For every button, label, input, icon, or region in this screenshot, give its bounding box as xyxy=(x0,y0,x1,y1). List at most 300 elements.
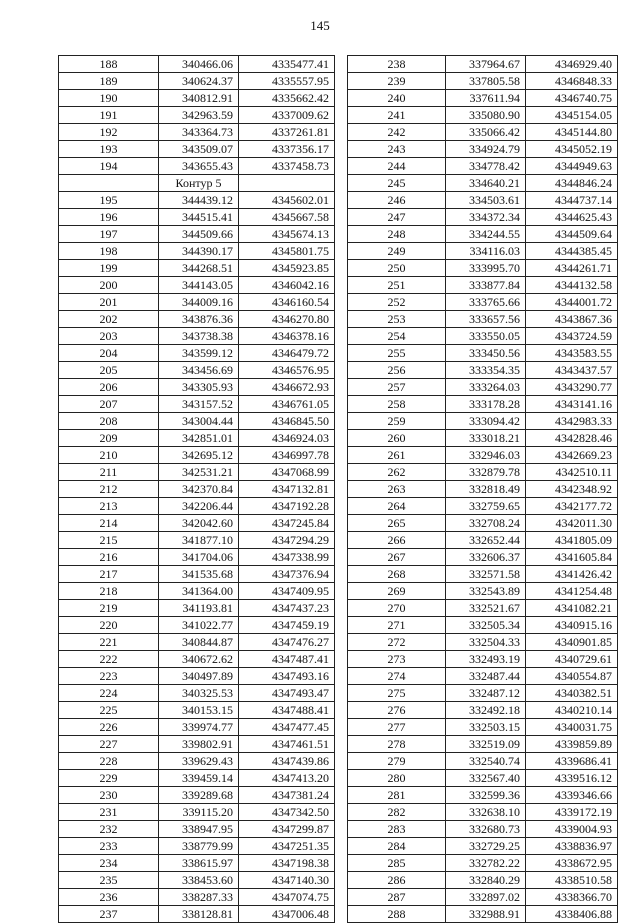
coordinate-x: 343738.38 xyxy=(159,328,239,345)
table-row xyxy=(59,107,335,124)
coordinate-y: 4347413.20 xyxy=(239,770,335,787)
coordinate-y: 4344846.24 xyxy=(526,175,618,192)
table-row xyxy=(59,872,335,889)
point-number: 194 xyxy=(59,158,159,175)
table-row xyxy=(348,498,618,515)
point-number: 225 xyxy=(59,702,159,719)
point-number: 217 xyxy=(59,566,159,583)
table-row xyxy=(59,651,335,668)
coordinate-y: 4341605.84 xyxy=(526,549,618,566)
coordinate-x: 341877.10 xyxy=(159,532,239,549)
table-row xyxy=(59,498,335,515)
coordinate-x: 340325.53 xyxy=(159,685,239,702)
table-row xyxy=(59,464,335,481)
coordinate-y: 4344001.72 xyxy=(526,294,618,311)
table-row xyxy=(59,804,335,821)
table-row xyxy=(59,753,335,770)
point-number: 223 xyxy=(59,668,159,685)
point-number: 198 xyxy=(59,243,159,260)
table-row xyxy=(59,634,335,651)
point-number: 226 xyxy=(59,719,159,736)
point-number: 195 xyxy=(59,192,159,209)
point-number: 259 xyxy=(348,413,446,430)
coordinate-y: 4343583.55 xyxy=(526,345,618,362)
coordinate-y: 4341254.48 xyxy=(526,583,618,600)
table-row xyxy=(59,141,335,158)
coordinate-y: 4346848.33 xyxy=(526,73,618,90)
coordinate-x: 338615.97 xyxy=(159,855,239,872)
coordinate-x: 344268.51 xyxy=(159,260,239,277)
coordinate-y: 4341426.42 xyxy=(526,566,618,583)
coordinate-x: 343305.93 xyxy=(159,379,239,396)
coordinate-y: 4347245.84 xyxy=(239,515,335,532)
coordinate-x: 333995.70 xyxy=(446,260,526,277)
table-row xyxy=(59,532,335,549)
point-number: 285 xyxy=(348,855,446,872)
coordinate-x: 344439.12 xyxy=(159,192,239,209)
table-row xyxy=(59,566,335,583)
coordinate-y: 4339172.19 xyxy=(526,804,618,821)
coordinate-x: 338779.99 xyxy=(159,838,239,855)
table-row xyxy=(59,481,335,498)
coordinate-y: 4342510.11 xyxy=(526,464,618,481)
point-number: 240 xyxy=(348,90,446,107)
coordinate-y: 4347342.50 xyxy=(239,804,335,821)
point-number: 190 xyxy=(59,90,159,107)
coordinate-x: 339629.43 xyxy=(159,753,239,770)
point-number: 241 xyxy=(348,107,446,124)
point-number: 247 xyxy=(348,209,446,226)
table-row xyxy=(348,872,618,889)
point-number: 189 xyxy=(59,73,159,90)
coordinate-x: 343157.52 xyxy=(159,396,239,413)
table-row xyxy=(59,226,335,243)
table-row xyxy=(348,787,618,804)
coordinate-y: 4345923.85 xyxy=(239,260,335,277)
table-row xyxy=(348,90,618,107)
table-row xyxy=(348,277,618,294)
point-number: 258 xyxy=(348,396,446,413)
point-number: 219 xyxy=(59,600,159,617)
coordinate-y: 4345154.05 xyxy=(526,107,618,124)
table-row xyxy=(348,719,618,736)
coordinate-y: 4345667.58 xyxy=(239,209,335,226)
coordinate-y: 4345801.75 xyxy=(239,243,335,260)
coordinate-y: 4344132.58 xyxy=(526,277,618,294)
table-row xyxy=(348,617,618,634)
table-row xyxy=(348,396,618,413)
coordinate-x: 343456.69 xyxy=(159,362,239,379)
point-number: 261 xyxy=(348,447,446,464)
point-number: 233 xyxy=(59,838,159,855)
coordinate-x: 332505.34 xyxy=(446,617,526,634)
coordinate-x: 343364.73 xyxy=(159,124,239,141)
coordinate-x: 340624.37 xyxy=(159,73,239,90)
coordinate-x: 333550.05 xyxy=(446,328,526,345)
point-number: 268 xyxy=(348,566,446,583)
coordinate-y: 4346845.50 xyxy=(239,413,335,430)
coordinate-x: 339459.14 xyxy=(159,770,239,787)
coordinate-x: 332504.33 xyxy=(446,634,526,651)
point-number: 203 xyxy=(59,328,159,345)
coordinate-x: 332567.40 xyxy=(446,770,526,787)
coordinate-y: 4339346.66 xyxy=(526,787,618,804)
point-number: 271 xyxy=(348,617,446,634)
coordinate-y: 4347459.19 xyxy=(239,617,335,634)
coordinate-x: 332638.10 xyxy=(446,804,526,821)
coordinate-y: 4346576.95 xyxy=(239,362,335,379)
coordinate-x: 333178.28 xyxy=(446,396,526,413)
coordinate-x: 341535.68 xyxy=(159,566,239,583)
table-row xyxy=(348,192,618,209)
table-row xyxy=(348,379,618,396)
coordinate-y: 4340210.14 xyxy=(526,702,618,719)
point-number: 270 xyxy=(348,600,446,617)
coordinate-x: 340844.87 xyxy=(159,634,239,651)
point-number: 278 xyxy=(348,736,446,753)
table-row xyxy=(59,379,335,396)
table-row xyxy=(348,447,618,464)
coordinate-x: 332503.15 xyxy=(446,719,526,736)
table-row xyxy=(348,549,618,566)
table-row xyxy=(59,277,335,294)
table-row xyxy=(348,634,618,651)
coordinate-y: 4346042.16 xyxy=(239,277,335,294)
coordinate-x: 341022.77 xyxy=(159,617,239,634)
coordinate-x: 344009.16 xyxy=(159,294,239,311)
table-row xyxy=(59,668,335,685)
coordinate-y: 4346270.80 xyxy=(239,311,335,328)
point-number: 266 xyxy=(348,532,446,549)
coordinate-y: 4339004.93 xyxy=(526,821,618,838)
right-table-rows xyxy=(348,56,618,923)
coordinate-x: 333765.66 xyxy=(446,294,526,311)
point-number: 224 xyxy=(59,685,159,702)
coordinate-x: 334503.61 xyxy=(446,192,526,209)
coordinate-y: 4347294.29 xyxy=(239,532,335,549)
point-number: 255 xyxy=(348,345,446,362)
coordinate-x: 335080.90 xyxy=(446,107,526,124)
table-row xyxy=(59,124,335,141)
point-number: 246 xyxy=(348,192,446,209)
table-row xyxy=(59,73,335,90)
section-label: Контур 5 xyxy=(159,175,239,192)
table-row xyxy=(348,515,618,532)
coordinate-y: 4347461.51 xyxy=(239,736,335,753)
coordinate-y: 4344385.45 xyxy=(526,243,618,260)
coordinate-x: 341704.06 xyxy=(159,549,239,566)
table-row xyxy=(348,243,618,260)
coordinate-x: 341193.81 xyxy=(159,600,239,617)
table-row xyxy=(348,583,618,600)
coordinate-y: 4346160.54 xyxy=(239,294,335,311)
coordinate-y: 4345602.01 xyxy=(239,192,335,209)
table-row xyxy=(348,107,618,124)
coordinate-x: 339115.20 xyxy=(159,804,239,821)
coordinate-y: 4342983.33 xyxy=(526,413,618,430)
coordinate-x: 340672.62 xyxy=(159,651,239,668)
coordinate-y: 4341805.09 xyxy=(526,532,618,549)
table-row xyxy=(59,345,335,362)
point-number: 212 xyxy=(59,481,159,498)
table-row xyxy=(348,532,618,549)
point-number: 288 xyxy=(348,906,446,923)
coordinate-x: 343876.36 xyxy=(159,311,239,328)
coordinate-x: 342695.12 xyxy=(159,447,239,464)
table-row xyxy=(348,345,618,362)
table-row xyxy=(348,73,618,90)
coordinate-y: 4343724.59 xyxy=(526,328,618,345)
table-row xyxy=(348,685,618,702)
point-number: 211 xyxy=(59,464,159,481)
coordinate-y: 4340554.87 xyxy=(526,668,618,685)
coordinate-y: 4343867.36 xyxy=(526,311,618,328)
coordinate-y: 4347299.87 xyxy=(239,821,335,838)
point-number: 248 xyxy=(348,226,446,243)
coordinate-y: 4338366.70 xyxy=(526,889,618,906)
table-row xyxy=(59,515,335,532)
coordinate-x: 333877.84 xyxy=(446,277,526,294)
coordinate-y: 4340729.61 xyxy=(526,651,618,668)
coordinate-y: 4347477.45 xyxy=(239,719,335,736)
coordinate-x: 332543.89 xyxy=(446,583,526,600)
point-number: 280 xyxy=(348,770,446,787)
point-number: 269 xyxy=(348,583,446,600)
section-row xyxy=(59,175,335,192)
coordinate-x: 333657.56 xyxy=(446,311,526,328)
coordinate-x: 344143.05 xyxy=(159,277,239,294)
point-number: 193 xyxy=(59,141,159,158)
table-row xyxy=(348,651,618,668)
coordinate-x: 342042.60 xyxy=(159,515,239,532)
point-number: 237 xyxy=(59,906,159,923)
coordinate-y: 4342828.46 xyxy=(526,430,618,447)
coordinate-y: 4339516.12 xyxy=(526,770,618,787)
coordinate-y: 4341082.21 xyxy=(526,600,618,617)
coordinate-y: 4347068.99 xyxy=(239,464,335,481)
table-row xyxy=(59,413,335,430)
point-number: 279 xyxy=(348,753,446,770)
table-row xyxy=(348,294,618,311)
coordinate-x: 340466.06 xyxy=(159,56,239,73)
point-number: 250 xyxy=(348,260,446,277)
coordinate-y: 4345674.13 xyxy=(239,226,335,243)
table-row xyxy=(348,260,618,277)
table-row xyxy=(348,753,618,770)
table-row xyxy=(348,141,618,158)
coordinate-x: 342531.21 xyxy=(159,464,239,481)
point-number: 191 xyxy=(59,107,159,124)
coordinate-x: 342370.84 xyxy=(159,481,239,498)
coordinate-x: 332680.73 xyxy=(446,821,526,838)
point-number: 264 xyxy=(348,498,446,515)
coordinates-table-left xyxy=(58,55,335,923)
table-row xyxy=(59,549,335,566)
coordinate-x: 333450.56 xyxy=(446,345,526,362)
point-number: 257 xyxy=(348,379,446,396)
coordinate-y: 4347198.38 xyxy=(239,855,335,872)
coordinate-x: 343509.07 xyxy=(159,141,239,158)
coordinate-x: 332988.91 xyxy=(446,906,526,923)
point-number: 276 xyxy=(348,702,446,719)
point-number: 232 xyxy=(59,821,159,838)
coordinate-x: 338287.33 xyxy=(159,889,239,906)
point-number: 200 xyxy=(59,277,159,294)
coordinate-x: 333264.03 xyxy=(446,379,526,396)
coordinate-y: 4347376.94 xyxy=(239,566,335,583)
coordinate-y: 4343290.77 xyxy=(526,379,618,396)
table-row xyxy=(59,362,335,379)
table-row xyxy=(59,260,335,277)
point-number: 210 xyxy=(59,447,159,464)
coordinate-x: 334924.79 xyxy=(446,141,526,158)
point-number: 273 xyxy=(348,651,446,668)
coordinate-y: 4335662.42 xyxy=(239,90,335,107)
coordinate-x: 342206.44 xyxy=(159,498,239,515)
coordinate-x: 332759.65 xyxy=(446,498,526,515)
coordinate-y: 4339859.89 xyxy=(526,736,618,753)
point-number: 220 xyxy=(59,617,159,634)
table-row xyxy=(59,685,335,702)
coordinate-x: 332897.02 xyxy=(446,889,526,906)
point-number: 209 xyxy=(59,430,159,447)
coordinate-y: 4347006.48 xyxy=(239,906,335,923)
point-number: 274 xyxy=(348,668,446,685)
coordinate-x: 334116.03 xyxy=(446,243,526,260)
coordinate-x: 342963.59 xyxy=(159,107,239,124)
coordinate-x: 342851.01 xyxy=(159,430,239,447)
coordinate-y: 4344625.43 xyxy=(526,209,618,226)
point-number: 231 xyxy=(59,804,159,821)
coordinate-x: 333018.21 xyxy=(446,430,526,447)
coordinate-x: 332782.22 xyxy=(446,855,526,872)
table-row xyxy=(348,566,618,583)
point-number: 207 xyxy=(59,396,159,413)
point-number: 227 xyxy=(59,736,159,753)
coordinate-x: 333094.42 xyxy=(446,413,526,430)
point-number: 262 xyxy=(348,464,446,481)
point-number: 206 xyxy=(59,379,159,396)
point-number: 282 xyxy=(348,804,446,821)
table-row xyxy=(59,430,335,447)
point-number: 239 xyxy=(348,73,446,90)
table-row xyxy=(348,413,618,430)
point-number: 249 xyxy=(348,243,446,260)
table-row xyxy=(348,668,618,685)
table-row xyxy=(59,56,335,73)
point-number: 275 xyxy=(348,685,446,702)
point-number: 256 xyxy=(348,362,446,379)
coordinate-y: 4347409.95 xyxy=(239,583,335,600)
point-number: 204 xyxy=(59,345,159,362)
point-number: 283 xyxy=(348,821,446,838)
table-row xyxy=(59,328,335,345)
coordinate-y: 4346997.78 xyxy=(239,447,335,464)
coordinate-y: 4346479.72 xyxy=(239,345,335,362)
table-row xyxy=(59,702,335,719)
coordinate-x: 332840.29 xyxy=(446,872,526,889)
coordinate-x: 332493.19 xyxy=(446,651,526,668)
coordinate-y: 4337458.73 xyxy=(239,158,335,175)
table-row xyxy=(348,481,618,498)
table-row xyxy=(59,787,335,804)
coordinate-x: 332540.74 xyxy=(446,753,526,770)
table-row xyxy=(59,583,335,600)
coordinate-y: 4347437.23 xyxy=(239,600,335,617)
coordinate-y: 4347488.41 xyxy=(239,702,335,719)
coordinate-y: 4347132.81 xyxy=(239,481,335,498)
coordinate-y: 4344949.63 xyxy=(526,158,618,175)
coordinate-x: 332487.44 xyxy=(446,668,526,685)
coordinate-y: 4343141.16 xyxy=(526,396,618,413)
coordinate-x: 340497.89 xyxy=(159,668,239,685)
coordinate-y: 4338510.58 xyxy=(526,872,618,889)
table-row xyxy=(348,804,618,821)
coordinate-y: 4346672.93 xyxy=(239,379,335,396)
coordinate-y: 4347074.75 xyxy=(239,889,335,906)
table-row xyxy=(59,736,335,753)
point-number: 221 xyxy=(59,634,159,651)
table-row xyxy=(348,736,618,753)
table-row xyxy=(59,209,335,226)
table-row xyxy=(348,311,618,328)
point-number: 287 xyxy=(348,889,446,906)
coordinate-y: 4347487.41 xyxy=(239,651,335,668)
coordinate-y: 4340901.85 xyxy=(526,634,618,651)
coordinate-x: 344509.66 xyxy=(159,226,239,243)
point-number: 234 xyxy=(59,855,159,872)
coordinate-x: 332729.25 xyxy=(446,838,526,855)
coordinate-y: 4343437.57 xyxy=(526,362,618,379)
coordinate-x: 343599.12 xyxy=(159,345,239,362)
coordinate-x: 334778.42 xyxy=(446,158,526,175)
point-number: 230 xyxy=(59,787,159,804)
coordinate-y: 4347338.99 xyxy=(239,549,335,566)
point-number: 252 xyxy=(348,294,446,311)
table-row xyxy=(59,838,335,855)
point-number: 216 xyxy=(59,549,159,566)
point-number: 242 xyxy=(348,124,446,141)
coordinate-x: 332708.24 xyxy=(446,515,526,532)
table-row xyxy=(59,311,335,328)
table-row xyxy=(59,447,335,464)
table-row xyxy=(348,889,618,906)
coordinate-y: 4342348.92 xyxy=(526,481,618,498)
point-number: 202 xyxy=(59,311,159,328)
coordinate-y: 4337356.17 xyxy=(239,141,335,158)
table-row xyxy=(348,56,618,73)
coordinate-y: 4347476.27 xyxy=(239,634,335,651)
coordinate-x: 332606.37 xyxy=(446,549,526,566)
coordinate-y: 4337261.81 xyxy=(239,124,335,141)
coordinate-x: 332492.18 xyxy=(446,702,526,719)
table-row xyxy=(348,821,618,838)
point-number: 251 xyxy=(348,277,446,294)
point-number: 286 xyxy=(348,872,446,889)
point-number: 192 xyxy=(59,124,159,141)
point-number: 272 xyxy=(348,634,446,651)
coordinate-y: 4339686.41 xyxy=(526,753,618,770)
coordinate-x: 337611.94 xyxy=(446,90,526,107)
table-row xyxy=(59,158,335,175)
table-row xyxy=(59,396,335,413)
coordinate-y: 4337009.62 xyxy=(239,107,335,124)
left-table-section xyxy=(59,175,335,192)
table-row xyxy=(59,192,335,209)
coordinate-x: 340153.15 xyxy=(159,702,239,719)
coordinate-y: 4347251.35 xyxy=(239,838,335,855)
table-row xyxy=(348,838,618,855)
